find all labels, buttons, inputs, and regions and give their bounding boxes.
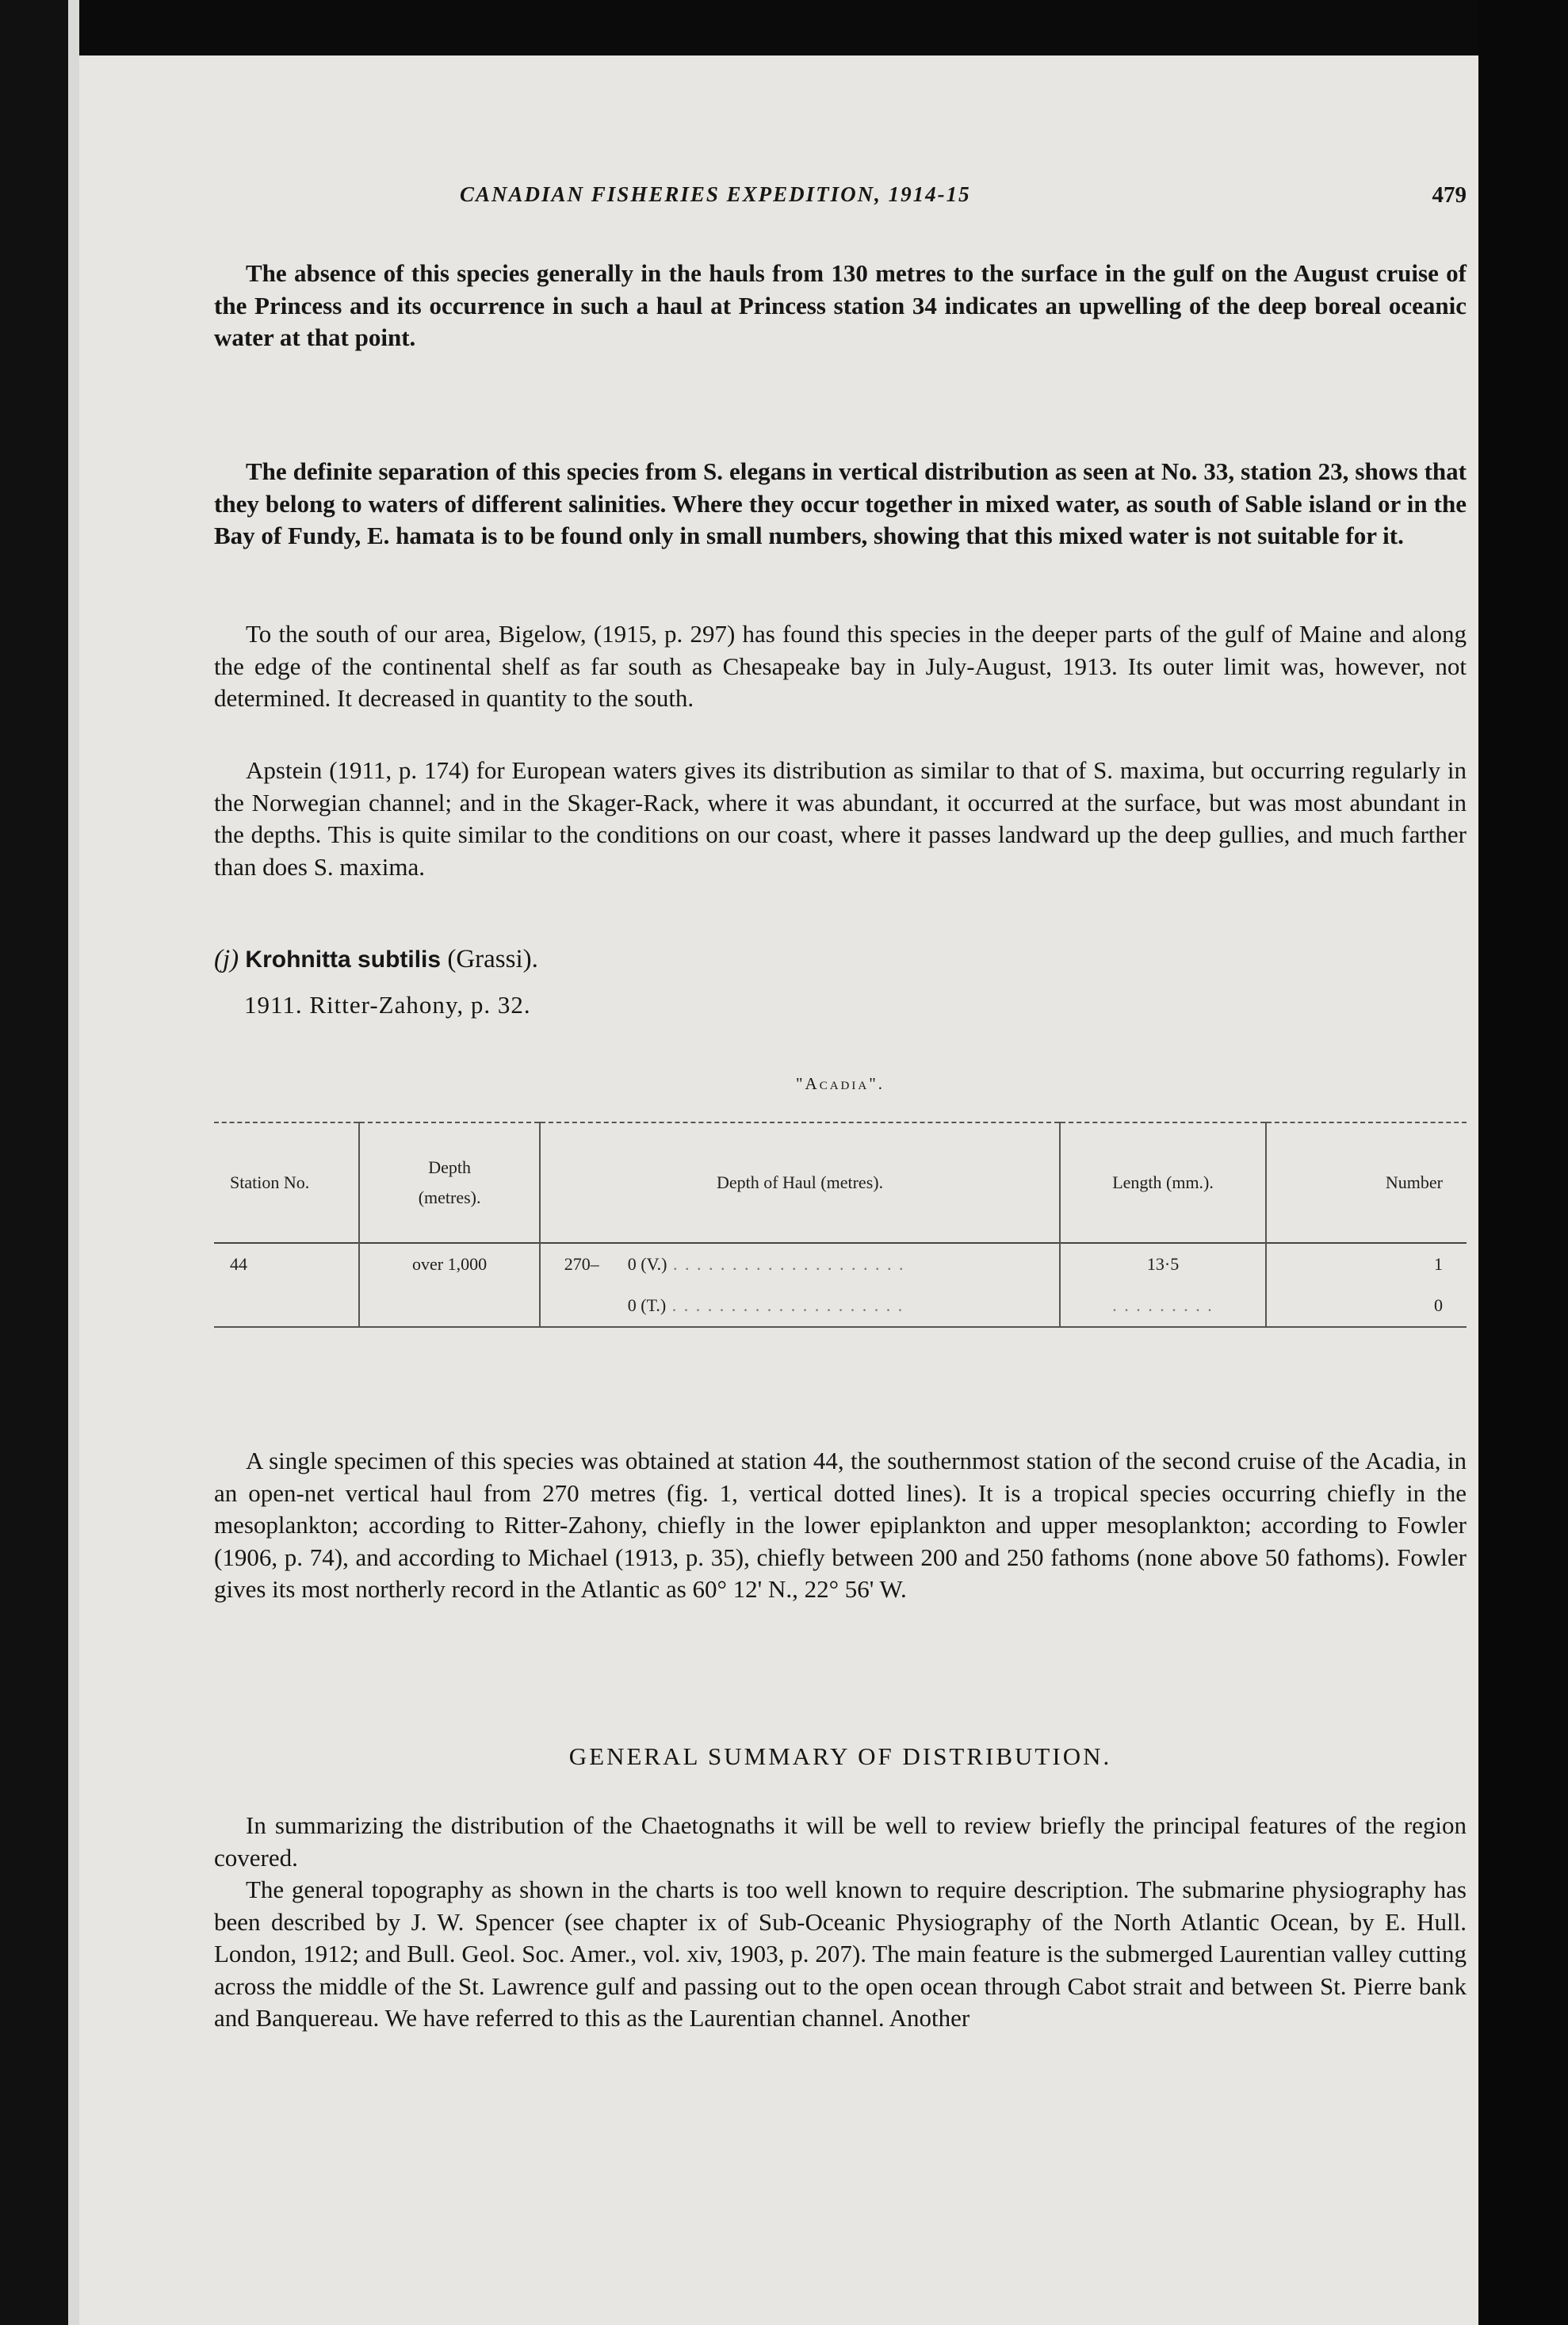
paragraph-1 bbox=[214, 258, 1467, 354]
cell-haul bbox=[540, 1243, 1060, 1285]
cell-station bbox=[214, 1285, 359, 1327]
paragraph-text: A single specimen of this species was obtained at station 44, the southernmost station of the second cruise of the Acadia, in an open-net vertical haul from 270 metres (fig. 1, vertical dotted lines). It is a tropical species occurring chiefly in the mesoplankton; according to Ritter-Zahony, chiefly in the lower epiplankton and upper mesoplankton; according to Fowler (1906, p. 74), and according to Michael (1913, p. 35), chiefly between 200 and 250 fathoms (none above 50 fathoms). Fowler gives its most northerly record in the Atlantic as 60° 12' N., 22° 56' W. bbox=[214, 1447, 1467, 1603]
paragraph-text: The definite separation of this species from S. elegans in vertical distribution as seen at No. 33, station 23, shows that they belong to waters of different salinities. Where they occur together in mixed water, as south of Sable island or in the Bay of Fundy, E. hamata is to be found only in small numbers, showing that this mixed water is not suitable for it. bbox=[214, 457, 1467, 549]
leader-dots: . . . . . . . . . . . . . . . . . . . . bbox=[667, 1254, 905, 1274]
species-name: Krohnitta subtilis bbox=[245, 946, 442, 973]
running-head: CANADIAN FISHERIES EXPEDITION, 1914-15 bbox=[460, 182, 971, 206]
paragraph-text: To the south of our area, Bigelow, (1915, p. 297) has found this species in the deeper parts of the gulf of Maine and along the edge of the continental shelf as far south as Chesapeake bay in July-August, 1913. Its outer limit was, however, not determined. It decreased in quantity to the south. bbox=[214, 620, 1467, 712]
species-author: (Grassi). bbox=[447, 945, 538, 973]
cell-haul-range: 270– bbox=[564, 1254, 599, 1274]
species-reference: 1911. Ritter-Zahony, p. 32. bbox=[244, 991, 531, 1019]
scan-dark-margin-left bbox=[0, 0, 68, 2325]
cell-depth: over 1,000 bbox=[359, 1243, 539, 1285]
paragraph-3 bbox=[214, 618, 1467, 715]
table-caption: "Acadia". bbox=[795, 1074, 885, 1093]
paragraph-7 bbox=[214, 1874, 1467, 2035]
cell-haul-value: 0 (T.) bbox=[627, 1295, 667, 1315]
paragraph-text: Apstein (1911, p. 174) for European waters gives its distribution as similar to that of S. maxima, but occurring regularly in the Norwegian channel; and in the Skager-Rack, where it was abundant, it occurred at the surface, but was most abundant in the depths. This is quite similar to the conditions on our coast, where it passes landward up the deep gullies, and much farther than does S. maxima. bbox=[214, 756, 1467, 881]
header-station: Station No. bbox=[230, 1172, 310, 1192]
species-heading bbox=[214, 945, 538, 974]
cell-number: 1 bbox=[1266, 1243, 1467, 1285]
leader-dots: . . . . . . . . . . . . . . . . . . . . bbox=[666, 1295, 904, 1315]
cell-length: 13·5 bbox=[1060, 1243, 1266, 1285]
paragraph-5 bbox=[214, 1445, 1467, 1606]
table-row bbox=[214, 1243, 1467, 1285]
catch-table bbox=[214, 1122, 1467, 1328]
page-number: 479 bbox=[1432, 182, 1467, 208]
cell-length bbox=[1060, 1285, 1266, 1327]
paragraph-6 bbox=[214, 1810, 1467, 1874]
paragraph-text: In summarizing the distribution of the Chaetognaths it will be well to review briefly the principal features of the region covered. bbox=[214, 1811, 1467, 1872]
paragraph-text: The absence of this species generally in the hauls from 130 metres to the surface in the gulf on the August cruise of the Princess and its occurrence in such a haul at Princess station 34 indicates an upwelling of the deep boreal oceanic water at that point. bbox=[214, 259, 1467, 351]
table-row bbox=[214, 1285, 1467, 1327]
document-page bbox=[79, 55, 1478, 2325]
scan-page-edge bbox=[68, 0, 79, 2325]
paragraph-text: The general topography as shown in the charts is too well known to require description. The submarine physiography has been described by J. W. Spencer (see chapter ix of Sub-Oceanic Physiography of the North Atlantic Ocean, by E. Hull. London, 1912; and Bull. Geol. Soc. Amer., vol. xiv, 1903, p. 207). The main feature is the submerged Laurentian valley cutting across the middle of the St. Lawrence gulf and passing out to the open ocean through Cabot strait and between St. Pierre bank and Banquereau. We have referred to this as the Laurentian channel. Another bbox=[214, 1876, 1467, 2032]
paragraph-4 bbox=[214, 755, 1467, 883]
header-number: Number bbox=[1266, 1122, 1467, 1243]
page-header bbox=[214, 182, 1467, 214]
cell-haul bbox=[540, 1285, 1060, 1327]
species-number: (j) bbox=[214, 945, 239, 973]
header-haul: Depth of Haul (metres). bbox=[540, 1122, 1060, 1243]
header-depth-line2: (metres). bbox=[418, 1187, 481, 1207]
leader-dots: . . . . . . . . . bbox=[1112, 1295, 1214, 1315]
scan-dark-margin-right bbox=[1478, 0, 1568, 2325]
table-header-row bbox=[214, 1122, 1467, 1243]
cell-number: 0 bbox=[1266, 1285, 1467, 1327]
paragraph-2 bbox=[214, 456, 1467, 553]
header-length: Length (mm.). bbox=[1060, 1122, 1266, 1243]
section-title: GENERAL SUMMARY OF DISTRIBUTION. bbox=[568, 1742, 1112, 1770]
header-depth-line1: Depth bbox=[428, 1157, 471, 1177]
cell-depth bbox=[359, 1285, 539, 1327]
cell-haul-value: 0 (V.) bbox=[627, 1254, 667, 1274]
cell-station: 44 bbox=[230, 1254, 247, 1274]
header-depth bbox=[359, 1122, 539, 1243]
